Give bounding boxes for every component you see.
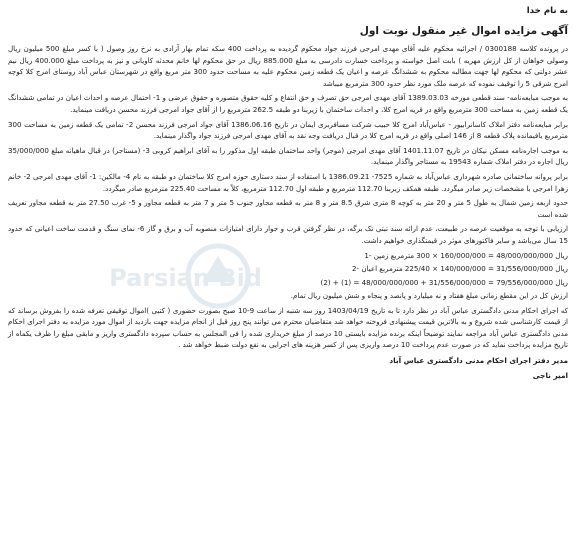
signature-office: مدیر دفتر اجرای احکام مدنی دادگستری عباس آباد xyxy=(389,355,568,365)
notice-title: آگهی مزایده اموال غیر منقول نوبت اول xyxy=(359,25,568,37)
paragraph-intro: در پرونده کلاسه 0300188 / اجرائیه محکوم علیه آقای مهدی امرجی فرزند جواد محکوم گردیده به پرداخت 400 سکه تمام بهار آزادی به نرخ روز وصول ( با کسر مبلغ 500 میلیون ریال وصولی خواهان از کل ارزش مهریه ) بابت اصل خواسته و پرداخت خسارت دادرسی به مبلغ 885.000 ریال در حق محکوم لها خانم محدثه کاویانی و نیز به پرداخت مبلغ 400.000 ریال نیم عشر دولتی که محکوم لها جهت مطالبه محکوم به ششدانگ عرصه و اعیان یک قطعه زمین محکوم علیه به مساحت حدود 300 متر مربع واقع در شهرستان عباس آباد روستای امرج کلا کوچه امرج شرقی 5 را توقیف نموده که عرصه ملک مورد نظر حدود 300 مترمربع میباشد xyxy=(8,44,569,88)
paragraph-total-value: ارزش کل در این مقطع زمانی مبلغ هفتاد و نه میلیارد و پانصد و پنجاه و شش میلیون ریال تمام. xyxy=(290,291,568,300)
price-line-building: ریال 31/556/000/000 = 140/000/000 × 225/40 مترمربع اعیان -2 xyxy=(352,264,568,273)
paragraph-item-2: برابر مبایعه‌نامه دفتر املاک کاسانرابیور - عباس‌آباد امرج کلا حبیب شرکت مسافربری ایمان در تاریخ 1386.06.16 آقای جواد امرجی فرزند محسن 2- تمامی یک قطعه زمین به مساحت 300 مترمربع بافیمانده پلاک قطعه 8 از 146 اصلی واقع در قریه امرج کلا در قبال دریافت وجه نقد به آقای مهدی امرجی فرزند جواد واگذار مینماید. xyxy=(8,119,568,141)
paragraph-item-4: برابر پروانه ساختمانی صادره شهرداری عباس‌آباد به شماره 7525- 1386.09.21 با استفاده از سند دستاری حوزه امرج کلا ساختمان دو طبقه به نام 4- مالکین: 1- آقای مهدی امرجی 2- خانم زهرا امرجی با مشخصات زیر صادر میگردد. طبقه همکف زیربنا 112.70 مترمربع و طبقه اول 112.70 مترمربع، کلاً به مساحت 225.40 مترمربع صادر میگردد. xyxy=(8,171,568,193)
bismillah-header: به نام خدا xyxy=(526,6,568,16)
paragraph-item-1: به موجب مبایعه‌نامه- سند قطعی مورخه 1389.03.03 آقای مهدی امرجی حق تصرف و حق انتفاع و کلیه حقوق متصوره و حقوق عرضی و 1- احتمال عرصه و احداث اعیان در تمامی ششدانگ یک قطعه زمین به مساحت 300 مترمربع واقع در قریه امرج کلا، و احداث ساختمان با زیربنا دو طبقه 262.5 مترمربع را از آقای جواد امرجی فرزند محسن دریافت مینماید. xyxy=(8,93,568,114)
price-line-land: ریال 48/000/000/000 = 160/000/000 × 300 مترمربع زمین -1 xyxy=(364,250,568,260)
paragraph-auction-terms: که اجرای احکام مدنی دادگستری عباس آباد در نظر دارد تا به تاریخ 1403/04/19 روز سه شنبه از ساعت 9-10 صبح بصورت حضوری ( کتبی )اموال توقیفی تعرفه شده را بفروش برساند که از قیمت کارشناسی شده شروع و به بالاترین قیمت پیشنهادی فروخته خواهد شد متقاضیان محترم می توانند پنج روز قبل از انجام مزایده جهت بازدید از اموال مورد مزایده به دفتر اجرای احکام مدنی دادگستری عباس آباد مراجعه نمایند توضیحاً اینکه برنده مزایده بایستی 10 درصد از مبلغ خریداری شده را فی المجلس به حساب سپرده دادگستری واریز و مابقی مبلغ را ظرف یکماه از تاریخ مزایده پرداخت نماید که در صورت عدم پرداخت 10 درصد واریزی پس از کسر هزینه های اجرایی به نفع دولت ضبط خواهد شد . xyxy=(8,305,569,350)
signature-name: امیر ناجی xyxy=(532,370,568,380)
svg-text:Parsian Bid: Parsian Bid xyxy=(109,264,262,292)
paragraph-item-3: به موجب اجاره‌نامه مسکن نیکان در تاریخ 1401.11.07 آقای مهدی امرجی (موجر) واحد ساختمان طبقه اول مذکور را به آقای ابراهیم کروبی 3- (مستاجر) در قبال ماهیانه مبلغ 35/000/000 ریال اجاره در دفتر املاک شماره 19543 به مستاجر واگذار مینماید. xyxy=(8,145,569,167)
paragraph-item-6: ارزیابی با توجه به موقعیت عرصه در طبیعت، عدم ارائه سند تبتی تک برگه، در نظر گرفتن قرب و جوار دارای امتیازات منصوبه آب و برق و گاز 6- نمای سنگ و قدمت ساخت اعیانی که حدود 15 سال می‌باشد و سایر فاکتورهای موثر در قیمتگذاری خواهیم داشت. xyxy=(8,224,568,245)
price-line-total: ریال 79/556/000/000 = 31/556/000/000 + 48/000/000/000 = (1) + (2) xyxy=(320,277,568,287)
paragraph-item-5: حدود اربعه زمین شمال به طول 5 متر و 20 متر به کوچه 8 متری شرق 8.5 متر و 8 متر به قطعه مجاور جنوب 5 متر و 7 متر به قطعه مجاور و 5- غرب 27.50 متر به قطعه مجاور تعریف شده است xyxy=(8,198,569,219)
auction-notice xyxy=(8,4,568,550)
